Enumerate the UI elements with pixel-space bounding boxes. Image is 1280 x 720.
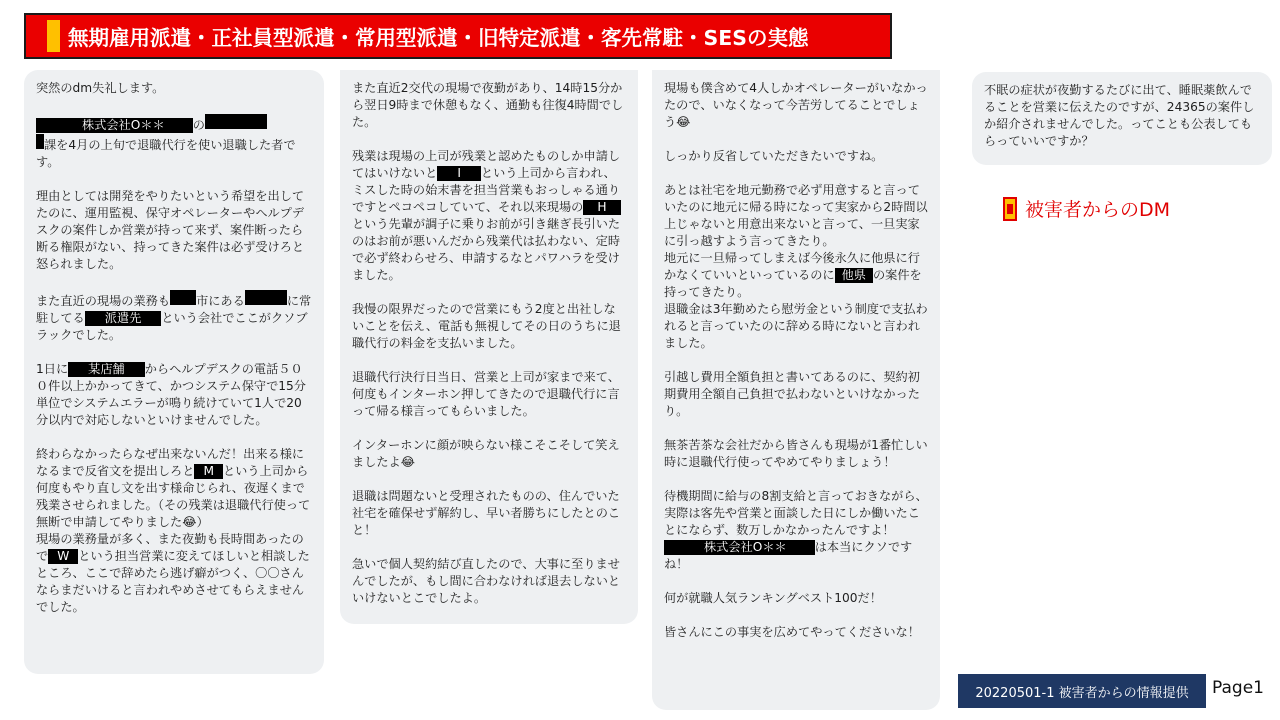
dm-text: 突然のdm失礼します。 (36, 81, 165, 95)
dm-text: 現場の業務量が多く、また夜勤も長時間あったので (36, 532, 304, 563)
dm-text: 理由としては開発をやりたいという希望を出してたのに、運用監視、保守オペレーターやヘルプデスクの案件しか営業が持って来ず、案件断ったら断る権限がない、持ってきた案件は必ず受けろと怒られました。 (36, 189, 305, 271)
page-number: Page1 (1212, 678, 1264, 698)
dm-bubble-3 (652, 70, 940, 710)
dm-text: からヘルプデスクの電話５００件以上かかってきて、かつシステム保守で15分単位でシステムエラーが鳴り続けていて1人で20分以内で対応しないといけませんでした。 (36, 362, 306, 427)
dm-text: また直近2交代の現場で夜勤があり、14時15分から翌日9時まで休憩もなく、通勤も往復4時間でした。 (352, 81, 624, 129)
title-marker (47, 20, 60, 52)
dm-text: という会社でここがクソブラックでした。 (36, 311, 308, 342)
redacted-name: I (437, 166, 481, 181)
dm-text (36, 531, 312, 616)
dm-text: という上司から言われ、ミスした時の始末書を担当営業もおっしゃる通りですとペコペコしていて、それ以来現場の (352, 166, 621, 214)
page-title: 無期雇用派遣・正社員型派遣・常用型派遣・旧特定派遣・客先常駐・SESの実態 (68, 26, 809, 50)
dm-text: インターホンに顔が映らない様こそこそして笑えましたよ😂 (352, 438, 620, 469)
dm-text: 1日に (36, 362, 69, 376)
dm-text: 終わらなかったらなぜ出来ないんだ！出来る様になるまで反省文を提出しろと (36, 447, 305, 478)
redacted-client: 派遣先 (85, 311, 162, 326)
dm-text: 課を4月の上旬で退職代行を使い退職した者です。 (36, 138, 296, 169)
dm-text (352, 148, 626, 284)
redacted-name: W (48, 549, 78, 564)
redacted-prefecture: 他県 (835, 268, 873, 283)
dm-text: 急いで個人契約結び直したので、大事に至りませんでしたが、もし間に合わなければ退去しないといけないとこでしたよ。 (352, 557, 621, 605)
dm-text: 退職金は3年勤めたら慰労金という制度で支払われると言っていたのに辞める時にないと言われました。 (664, 302, 928, 350)
redacted-store: 某店舗 (68, 362, 145, 377)
dm-text: 我慢の限界だったので営業にもう2度と出社しないことを伝え、電話も無視してその日のうちに退職代行の料金を支払いました。 (352, 302, 621, 350)
dm-text: に常駐してる (36, 294, 312, 325)
redacted-block (245, 290, 287, 305)
dm-text: という先輩が調子に乗りお前が引き継ぎ長引いたのはお前が悪いんだから残業代は払わない、定時で必ず終わらせろ、申請するなとパワハラを受けました。 (352, 217, 621, 282)
dm-text: あとは社宅を地元勤務で必ず用意すると言っていたのに地元に帰る時になって実家から2時間以上じゃないと用意出来ないと言って、一旦実家に引っ越すよう言ってきたり。 (664, 183, 928, 248)
dm-text: 待機期間に給与の8割支給と言っておきながら、実際は客先や営業と面談した日にしか働いたことにならず、数万しかなかったんですよ！ (664, 489, 928, 537)
legend (1003, 195, 1170, 222)
footer-label: 20220501-1 被害者からの情報提供 (958, 674, 1206, 708)
dm-text (36, 114, 312, 171)
redacted-name: M (194, 464, 223, 479)
dm-bubble-2 (340, 70, 638, 624)
dm-text: 皆さんにこの事実を広めてやってくださいな！ (664, 625, 920, 639)
dm-text: 何が就職人気ランキングベスト100だ！ (664, 591, 882, 605)
dm-text: しっかり反省していただきたいですね。 (664, 149, 884, 163)
legend-marker-icon (1003, 197, 1017, 221)
dm-text (36, 446, 312, 531)
dm-text (36, 290, 312, 344)
dm-text: は本当にクソですね！ (664, 540, 913, 571)
dm-text: 無茶苦茶な会社だから皆さんも現場が1番忙しい時に退職代行使ってやめてやりましょう！ (664, 438, 928, 469)
dm-text (36, 361, 312, 429)
dm-text: という担当営業に変えてほしいと相談したところ、ここで辞めたら逃げ癖がつく、〇〇さんならまだいけると言われやめさせてもらえませんでした。 (36, 549, 310, 614)
dm-text: という上司から何度もやり直し文を出す様命じられ、夜遅くまで残業させられました。（その残業は退職代行使って無断で申請してやりました😂） (36, 464, 311, 529)
dm-text: の (192, 118, 205, 132)
dm-text: 引越し費用全額負担と書いてあるのに、契約初期費用全額自己負担で払わないといけなかったり。 (664, 370, 920, 418)
dm-text: 市にある (196, 294, 245, 308)
dm-text (664, 539, 928, 573)
dm-bubble-4 (972, 72, 1272, 165)
dm-text (664, 250, 928, 301)
dm-text: また直近の現場の業務も (36, 294, 171, 308)
title-banner (24, 13, 892, 59)
dm-text: 地元に一旦帰ってしまえば今後永久に他県に行かなくていいといっているのに (664, 251, 920, 282)
redacted-company: 株式会社O＊＊ (664, 540, 815, 555)
dm-bubble-1 (24, 70, 324, 674)
dm-text: 退職は問題ないと受理されたものの、住んでいた社宅を確保せず解約し、早い者勝ちにしたとのこと！ (352, 489, 621, 537)
dm-text: 現場も僕含めて4人しかオペレーターがいなかったので、いなくなって今苦労してることでしょう😂 (664, 81, 928, 129)
redacted-name: H (583, 200, 620, 215)
redacted-block (170, 290, 196, 305)
dm-text: 不眠の症状が夜勤するたびに出て、睡眠薬飲んでることを営業に伝えたのですが、24365の案件しか紹介されませんでした。ってことも公表してもらっていいですか？ (984, 83, 1255, 148)
redacted-block (36, 134, 44, 149)
dm-text: 残業は現場の上司が残業と認めたものしか申請してはいけないと (352, 149, 621, 180)
redacted-block (205, 114, 267, 129)
dm-text: の案件を持ってきたり。 (664, 268, 922, 299)
legend-label: 被害者からのDM (1025, 199, 1171, 221)
redacted-company: 株式会社O＊＊ (36, 118, 193, 133)
dm-text: 退職代行決行日当日、営業と上司が家まで来て、何度もインターホン押してきたので退職代行に言って帰る様言ってもらいました。 (352, 370, 620, 418)
